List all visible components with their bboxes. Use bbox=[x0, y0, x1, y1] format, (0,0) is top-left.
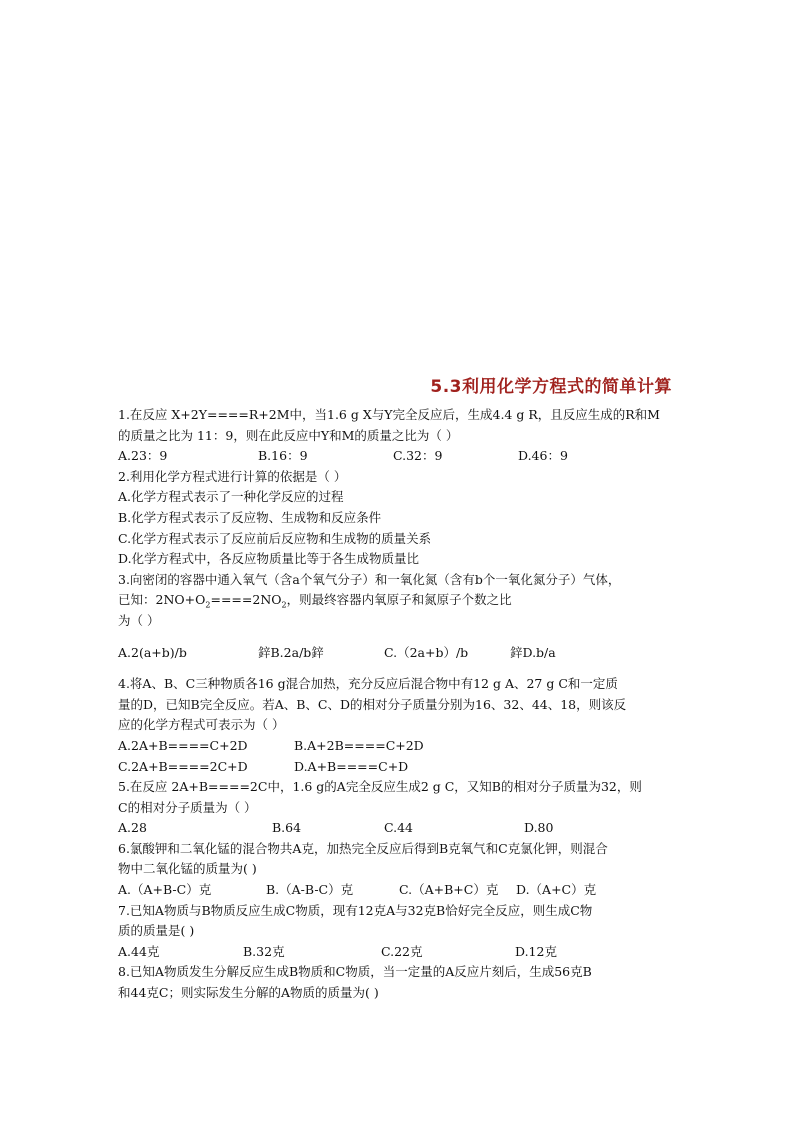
option-c: C.化学方程式表示了反应前后反应物和生成物的质量关系 bbox=[118, 530, 432, 546]
page-title: 5.3利用化学方程式的简单计算 bbox=[430, 377, 672, 397]
option-a: A.（A+B-C）克 bbox=[118, 882, 212, 898]
question-1 bbox=[118, 405, 678, 467]
option-row bbox=[118, 736, 678, 757]
option-b: B.64 bbox=[272, 820, 302, 836]
question-2 bbox=[118, 467, 678, 570]
option-d: D.（A+C）克 bbox=[516, 882, 597, 898]
question-text: 7.已知A物质与B物质反应生成C物质，现有12克A与32克B恰好完全反应，则生成C物 bbox=[118, 902, 593, 918]
option-c: C.22克 bbox=[381, 943, 423, 959]
question-text: 的质量之比为 11：9，则在此反应中Y和M的质量之比为（ ） bbox=[118, 427, 459, 443]
option-d: D.46：9 bbox=[518, 448, 568, 464]
question-6 bbox=[118, 839, 678, 901]
option-b: B.（A-B-C）克 bbox=[266, 882, 354, 898]
question-text: C的相对分子质量为（ ） bbox=[118, 799, 257, 815]
question-text: 1.在反应 X+2Y====R+2M中，当1.6 g X与Y完全反应后，生成4.4 g R，且反应生成的R和M bbox=[118, 407, 660, 422]
option-c: C.（2a+b）/b bbox=[384, 644, 469, 660]
question-text: 为（ ） bbox=[118, 612, 160, 628]
option-d: D.80 bbox=[524, 820, 554, 836]
option-a: A.2(a+b)/b bbox=[118, 644, 187, 660]
question-text: 8.已知A物质发生分解反应生成B物质和C物质，当一定量的A反应片刻后，生成56克B bbox=[118, 964, 592, 980]
option-b: B.16：9 bbox=[258, 448, 308, 464]
question-4 bbox=[118, 674, 678, 777]
option-row bbox=[118, 942, 678, 963]
option-a: A.化学方程式表示了一种化学反应的过程 bbox=[118, 489, 344, 505]
option-c: C.44 bbox=[384, 820, 413, 836]
option-b: B.32克 bbox=[243, 943, 285, 959]
question-text: 量的D，已知B完全反应。若A、B、C、D的相对分子质量分别为16、32、44、18，则该反 bbox=[118, 696, 627, 712]
option-b: 鋅B.2a/b鋅 bbox=[258, 644, 324, 660]
option-d: 鋅D.b/a bbox=[510, 644, 556, 660]
question-3 bbox=[118, 570, 678, 674]
question-5 bbox=[118, 777, 678, 839]
question-text-equation: 已知：$2NO+O_2====2NO_2$，则最终容器内氧原子和氮原子个数之比 bbox=[118, 592, 512, 610]
option-d: D.A+B====C+D bbox=[294, 758, 409, 774]
question-list bbox=[118, 405, 678, 1004]
option-c: C.32：9 bbox=[393, 448, 443, 464]
option-a: A.44克 bbox=[118, 943, 160, 959]
option-row bbox=[118, 643, 678, 664]
option-b: B.A+2B====C+2D bbox=[294, 737, 424, 753]
question-7 bbox=[118, 901, 678, 963]
question-8 bbox=[118, 962, 678, 1003]
option-c: C.（A+B+C）克 bbox=[399, 882, 499, 898]
option-a: A.23：9 bbox=[118, 448, 168, 464]
option-row bbox=[118, 446, 678, 467]
question-text: 和44克C；则实际发生分解的A物质的质量为( ) bbox=[118, 985, 379, 1001]
option-row bbox=[118, 880, 678, 901]
option-d: D.化学方程式中，各反应物质量比等于各生成物质量比 bbox=[118, 551, 420, 567]
option-a: A.2A+B====C+2D bbox=[118, 737, 248, 753]
question-text: 3.向密闭的容器中通入氧气（含a个氧气分子）和一氧化氮（含有b个一氧化氮分子）气体， bbox=[118, 571, 621, 587]
question-text: 2.利用化学方程式进行计算的依据是（ ） bbox=[118, 468, 347, 484]
option-d: D.12克 bbox=[515, 943, 557, 959]
option-a: A.28 bbox=[118, 820, 147, 836]
option-row bbox=[118, 757, 678, 778]
option-c: C.2A+B====2C+D bbox=[118, 758, 248, 774]
question-text: 应的化学方程式可表示为（ ） bbox=[118, 717, 285, 733]
question-text: 5.在反应 2A+B====2C中，1.6 g的A完全反应生成2 g C，又知B的相对分子质量为32，则 bbox=[118, 779, 642, 795]
question-text: 质的质量是( ) bbox=[118, 923, 195, 939]
question-text: 4.将A、B、C三种物质各16 g混合加热，充分反应后混合物中有12 g A、27 g C和一定质 bbox=[118, 676, 618, 692]
option-b: B.化学方程式表示了反应物、生成物和反应条件 bbox=[118, 509, 382, 525]
question-text: 6.氯酸钾和二氧化锰的混合物共A克，加热完全反应后得到B克氧气和C克氯化钾，则混合 bbox=[118, 840, 608, 856]
question-text: 物中二氧化锰的质量为( ) bbox=[118, 861, 257, 877]
option-row bbox=[118, 818, 678, 839]
